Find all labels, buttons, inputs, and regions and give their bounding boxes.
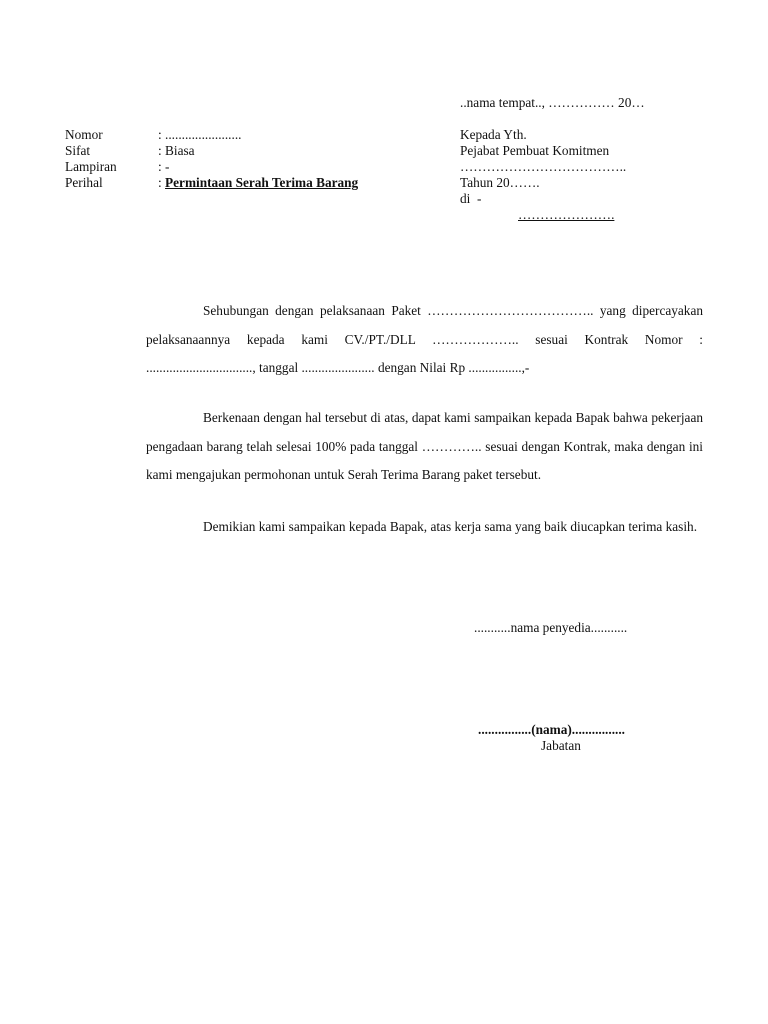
signature-name: ................(nama)................ (478, 722, 625, 737)
recipient-line-3: ……………………………….. (460, 159, 627, 174)
paragraph-2 (146, 404, 703, 490)
recipient-block (460, 127, 626, 223)
paragraph-1-text: Sehubungan dengan pelaksanaan Paket ……………………………….. yang dipercayakan pelaksanaannya kepada kami CV./PT./DLL ……………….. sesuai Kontrak Nomor : ................................, tanggal ...................... dengan Nilai Rp ................,- (146, 303, 703, 375)
recipient-line-6-text: …………………. (518, 207, 615, 222)
meta-nomor-value: : ....................... (158, 127, 242, 142)
place-date: ..nama tempat.., …………… 20… (460, 95, 645, 110)
signature-org: ...........nama penyedia........... (474, 620, 628, 635)
meta-perihal-label: Perihal (65, 175, 103, 190)
paragraph-2-text: Berkenaan dengan hal tersebut di atas, dapat kami sampaikan kepada Bapak bahwa pekerjaan pengadaan barang telah selesai 100% pada tanggal ………….. sesuai dengan Kontrak, maka dengan ini kami mengajukan permohonan untuk Serah Terima Barang paket tersebut. (146, 410, 703, 482)
paragraph-3 (146, 513, 703, 542)
meta-sifat-label: Sifat (65, 143, 91, 158)
recipient-line-4: Tahun 20……. (460, 175, 540, 190)
meta-lampiran-label: Lampiran (65, 159, 117, 174)
recipient-line-2: Pejabat Pembuat Komitmen (460, 143, 610, 158)
meta-nomor-label: Nomor (65, 127, 103, 142)
meta-perihal-value-wrap (158, 175, 358, 191)
paragraph-1 (146, 297, 703, 383)
meta-perihal-colon: : (158, 175, 166, 190)
meta-perihal-value: Permintaan Serah Terima Barang (165, 175, 359, 190)
meta-lampiran-value: : - (158, 159, 170, 174)
meta-sifat-value: : Biasa (158, 143, 195, 158)
recipient-line-6 (460, 207, 626, 223)
signature-title: Jabatan (541, 738, 581, 753)
recipient-line-5: di - (460, 191, 482, 206)
paragraph-3-text: Demikian kami sampaikan kepada Bapak, atas kerja sama yang baik diucapkan terima kasih. (203, 519, 698, 534)
recipient-line-1: Kepada Yth. (460, 127, 527, 142)
